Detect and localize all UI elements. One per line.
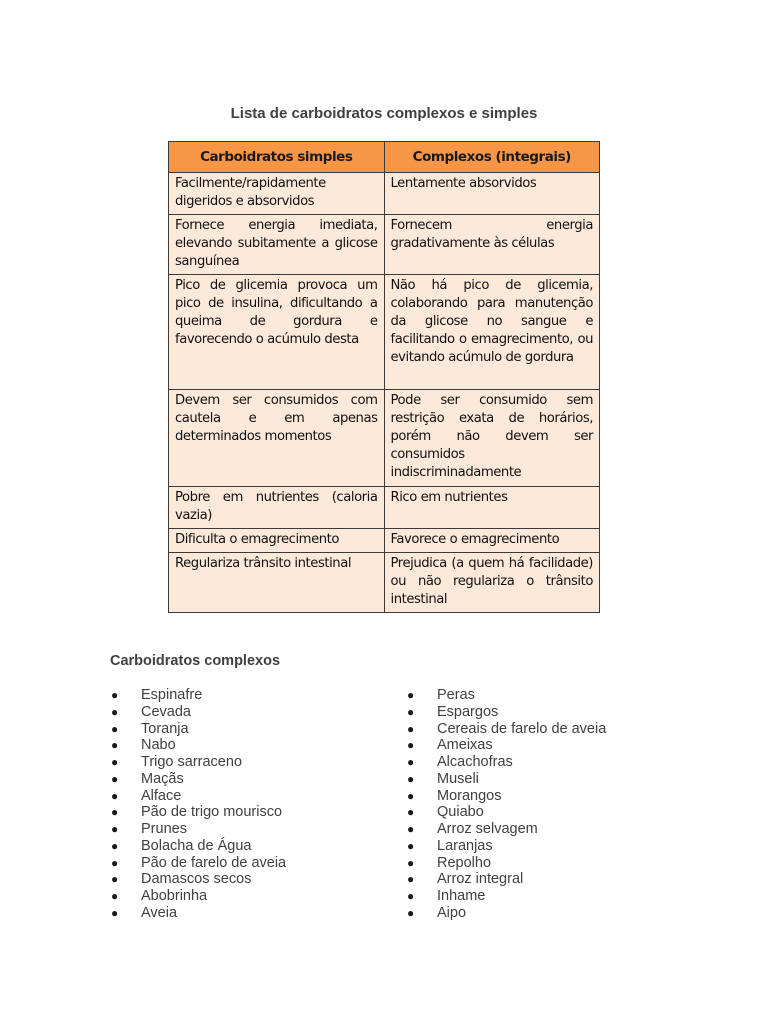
bullet-icon: ● — [111, 905, 119, 920]
list-item-label: Alface — [141, 787, 182, 804]
bullet-icon: ● — [407, 872, 415, 887]
list-item-label: Maçãs — [141, 770, 184, 787]
list-item — [110, 704, 286, 721]
table-cell-simple: Dificulta o emagrecimento — [169, 529, 385, 553]
list-item — [406, 855, 606, 872]
bullet-icon: ● — [111, 688, 119, 702]
list-item-label: Quiabo — [437, 804, 484, 821]
list-item — [110, 905, 286, 922]
header-simple-carbs: Carboidratos simples — [169, 142, 385, 173]
table-header-row — [169, 142, 600, 173]
list-item — [406, 905, 606, 922]
bullet-icon: ● — [111, 805, 119, 820]
bullet-icon: ● — [111, 855, 119, 870]
bullet-icon: ● — [111, 838, 119, 853]
list-item — [110, 821, 286, 838]
list-item — [406, 754, 606, 771]
food-list-left — [110, 687, 286, 922]
bullet-icon: ● — [407, 688, 415, 702]
list-item — [406, 687, 606, 704]
list-item — [406, 838, 606, 855]
list-item-label: Laranjas — [437, 837, 493, 854]
list-item-label: Museli — [437, 770, 479, 787]
bullet-icon: ● — [111, 755, 119, 769]
bullet-icon: ● — [407, 855, 415, 870]
list-item-label: Alcachofras — [437, 754, 513, 770]
table-row — [169, 529, 600, 553]
list-item-label: Damascos secos — [141, 871, 252, 888]
list-item-label: Arroz selvagem — [437, 821, 538, 837]
carbohydrate-comparison-table — [168, 141, 600, 613]
list-item-label: Morangos — [437, 787, 502, 804]
list-item — [406, 821, 606, 838]
bullet-icon: ● — [111, 889, 119, 903]
table-cell-simple: Regulariza trânsito intestinal — [169, 553, 385, 613]
bullet-icon: ● — [111, 872, 119, 887]
list-item-label: Cereais de farelo de aveia — [437, 720, 607, 737]
bullet-icon: ● — [407, 889, 415, 903]
list-item — [110, 754, 286, 771]
list-item — [110, 871, 286, 888]
list-item-label: Nabo — [141, 737, 176, 754]
header-complex-carbs: Complexos (integrais) — [384, 142, 600, 173]
bullet-icon: ● — [407, 905, 415, 920]
table-row — [169, 553, 600, 613]
table-cell-complex: Fornecem energia gradativamente às células — [384, 215, 600, 275]
list-item — [406, 804, 606, 821]
list-item-label: Peras — [437, 687, 475, 703]
list-item — [406, 771, 606, 788]
bullet-icon: ● — [407, 788, 415, 803]
bullet-icon: ● — [111, 721, 119, 736]
bullet-icon: ● — [407, 838, 415, 853]
bullet-icon: ● — [407, 704, 415, 719]
list-item — [110, 687, 286, 704]
list-item-label: Pão de trigo mourisco — [141, 804, 283, 821]
bullet-icon: ● — [111, 822, 119, 836]
list-item-label: Aipo — [437, 904, 467, 921]
list-item-label: Repolho — [437, 854, 492, 871]
bullet-icon: ● — [407, 822, 415, 836]
table-cell-simple: Pico de glicemia provoca um pico de insulina, dificultando a queima de gordura e favorecendo o acúmulo desta — [169, 275, 385, 390]
page-title: Lista de carboidratos complexos e simples — [230, 105, 538, 122]
list-item-label: Aveia — [141, 904, 178, 921]
table-cell-complex: Não há pico de glicemia, colaborando para manutenção da glicose no sangue e facilitando o emagrecimento, ou evitando acúmulo de gordura — [384, 275, 600, 390]
food-list-right — [406, 687, 606, 922]
bullet-icon: ● — [407, 721, 415, 736]
bullet-icon: ● — [111, 788, 119, 803]
table-cell-complex: Prejudica (a quem há facilidade) ou não regulariza o trânsito intestinal — [384, 553, 600, 613]
list-item — [110, 888, 286, 905]
table-row — [169, 215, 600, 275]
list-item-label: Prunes — [141, 821, 187, 837]
table-cell-simple: Pobre em nutrientes (caloria vazia) — [169, 487, 385, 529]
list-item — [406, 737, 606, 754]
list-item — [406, 704, 606, 721]
table-cell-complex: Pode ser consumido sem restrição exata de horários, porém não devem ser consumidos indiscriminadamente — [384, 390, 600, 487]
bullet-icon: ● — [407, 805, 415, 820]
list-item-label: Toranja — [141, 720, 189, 737]
list-item — [110, 804, 286, 821]
table-row — [169, 173, 600, 215]
list-item-label: Trigo sarraceno — [141, 754, 243, 770]
table-row — [169, 390, 600, 487]
table-cell-complex: Lentamente absorvidos — [384, 173, 600, 215]
table-cell-complex: Rico em nutrientes — [384, 487, 600, 529]
list-item — [110, 737, 286, 754]
list-item-label: Ameixas — [437, 737, 493, 754]
table-cell-complex: Favorece o emagrecimento — [384, 529, 600, 553]
table-row — [169, 487, 600, 529]
bullet-icon: ● — [111, 704, 119, 719]
list-item-label: Abobrinha — [141, 888, 208, 904]
list-item — [110, 855, 286, 872]
list-item-label: Pão de farelo de aveia — [141, 854, 287, 871]
list-item — [406, 788, 606, 805]
list-item — [110, 721, 286, 738]
bullet-icon: ● — [111, 738, 119, 753]
bullet-icon: ● — [407, 755, 415, 769]
list-item-label: Espargos — [437, 703, 499, 720]
table-row — [169, 275, 600, 390]
list-item — [110, 771, 286, 788]
list-item-label: Arroz integral — [437, 871, 524, 888]
table-cell-simple: Fornece energia imediata, elevando subitamente a glicose sanguínea — [169, 215, 385, 275]
list-item-label: Bolacha de Água — [141, 837, 252, 854]
bullet-icon: ● — [407, 771, 415, 786]
list-item — [110, 788, 286, 805]
list-item — [110, 838, 286, 855]
list-item-label: Cevada — [141, 703, 191, 720]
list-item-label: Espinafre — [141, 687, 203, 703]
table-cell-simple: Devem ser consumidos com cautela e em apenas determinados momentos — [169, 390, 385, 487]
section-title: Carboidratos complexos — [110, 653, 281, 669]
bullet-icon: ● — [407, 738, 415, 753]
list-item — [406, 888, 606, 905]
list-item — [406, 871, 606, 888]
bullet-icon: ● — [111, 771, 119, 786]
list-item — [406, 721, 606, 738]
table-cell-simple: Facilmente/rapidamente digeridos e absorvidos — [169, 173, 385, 215]
list-item-label: Inhame — [437, 888, 486, 904]
